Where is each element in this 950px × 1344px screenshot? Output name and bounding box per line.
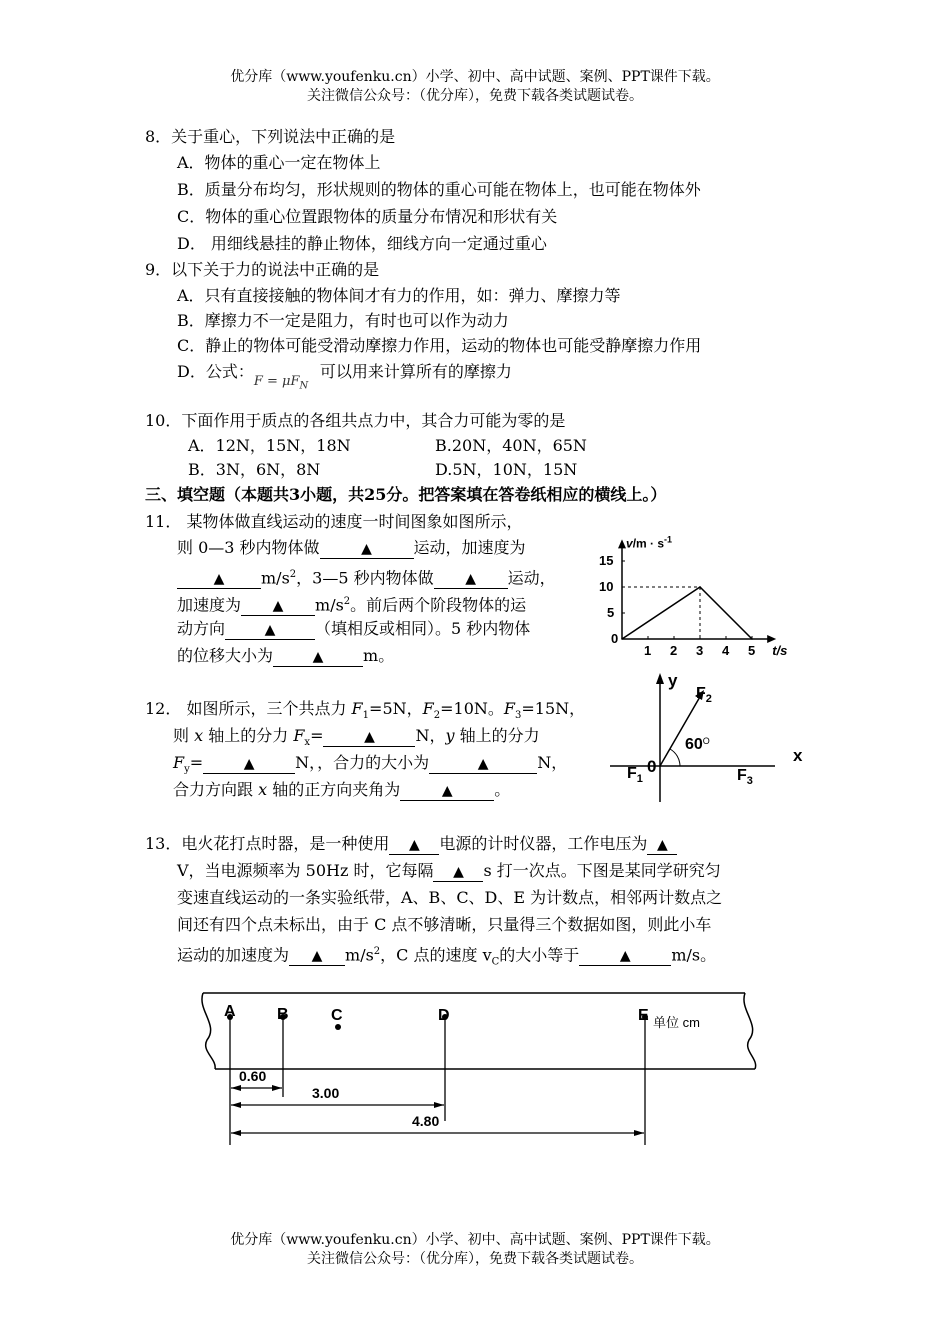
f3-label: $F_3$ xyxy=(737,767,753,787)
vt-point-1 xyxy=(699,586,701,588)
f1-label: $F_1$ xyxy=(627,765,643,785)
point-c xyxy=(335,1024,341,1030)
footer-line-1: 优分库（www.youfenku.cn）小学、初中、高中试题、案例、PPT课件下载。 xyxy=(230,1232,720,1248)
dim-ab-arrow-left xyxy=(231,1085,241,1091)
q10-option-b: B.20N，40N，65N xyxy=(435,436,587,455)
f2-vector xyxy=(660,695,701,766)
q11-blank-6[interactable]: ▲ xyxy=(273,647,363,667)
label-d: D xyxy=(438,1007,450,1024)
dim-ab-label: 0.60 xyxy=(239,1068,267,1084)
velocity-time-chart xyxy=(595,515,795,665)
vt-x-tick-label-1: 1 xyxy=(644,643,652,658)
q11-blank-5[interactable]: ▲ xyxy=(225,620,315,640)
q13-blank-power[interactable]: ▲ xyxy=(389,835,439,855)
q12-line-3: $F_y=$ ▲ N，，合力的大小为 ▲ N， xyxy=(173,753,568,776)
q12-line-1: 12． 如图所示，三个共点力 $F_1=5N$，$F_2=10N$。$F_3=15N$， xyxy=(145,699,586,722)
q11-blank-2[interactable]: ▲ xyxy=(177,569,261,589)
q11-blank-3[interactable]: ▲ xyxy=(434,569,508,589)
vt-point-2 xyxy=(751,638,753,640)
dim-ad-arrow-left xyxy=(231,1102,241,1108)
q10-option-d: D.5N，10N，15N xyxy=(435,460,578,479)
q13-blank-acceleration[interactable]: ▲ xyxy=(289,946,345,966)
q10-stem: 10．下面作用于质点的各组共点力中，其合力可能为零的是 xyxy=(145,411,566,430)
q9-d-prefix: D．公式： xyxy=(177,362,254,381)
header-line-2: 关注微信公众号：（优分库），免费下载各类试题试卷。 xyxy=(307,88,643,104)
q12-blank-angle[interactable]: ▲ xyxy=(400,781,494,801)
q11-line-2: 则 0—3 秒内物体做 ▲ 运动，加速度为 xyxy=(177,538,526,557)
y-axis-label: y xyxy=(668,671,678,690)
origin-label: 0 xyxy=(647,757,657,776)
y-axis-arrow xyxy=(656,673,664,684)
angle-label: $60^O$ xyxy=(685,736,710,753)
q13-blank-vc[interactable]: ▲ xyxy=(579,946,671,966)
vt-y-tick-label-5: 5 xyxy=(607,605,615,620)
vt-series-line xyxy=(622,587,752,639)
q10-option-a: A．12N，15N，18N xyxy=(188,436,351,455)
q12-line-2: 则 x 轴上的分力 $F_x=$ ▲ N，y 轴上的分力 xyxy=(173,726,540,749)
vt-y-axis-arrow xyxy=(618,539,626,548)
vt-y-tick-label-15: 15 xyxy=(599,553,614,568)
q13-blank-interval[interactable]: ▲ xyxy=(433,862,483,882)
label-c: C xyxy=(331,1007,343,1024)
q11-blank-4[interactable]: ▲ xyxy=(241,596,315,616)
q11-line-4: 加速度为 ▲ $m/s^2$。前后两个阶段物体的运 xyxy=(177,595,527,615)
label-e: E xyxy=(638,1007,649,1024)
q11-line-3: ▲ $m/s^2$，3—5 秒内物体做 ▲ 运动， xyxy=(177,564,556,589)
q9-option-c: C．静止的物体可能受滑动摩擦力作用，运动的物体也可能受静摩擦力作用 xyxy=(177,336,702,355)
q12-line-4: 合力方向跟 x 轴的正方向夹角为 ▲ 。 xyxy=(173,780,511,799)
paper-tape-diagram xyxy=(195,985,765,1150)
vt-point-0 xyxy=(621,638,623,640)
dim-ae-label: 4.80 xyxy=(412,1113,440,1129)
q8-option-b: B．质量分布均匀，形状规则的物体的重心可能在物体上，也可能在物体外 xyxy=(177,180,701,199)
q9-option-b: B．摩擦力不一定是阻力，有时也可以作为动力 xyxy=(177,311,509,330)
vt-x-tick-label-5: 5 xyxy=(748,643,756,658)
q8-option-c: C．物体的重心位置跟物体的质量分布情况和形状有关 xyxy=(177,207,558,226)
friction-formula: $F = \mu F_N$ xyxy=(253,374,309,392)
q10-option-c: B．3N，6N，8N xyxy=(188,460,321,479)
q12-blank-fx[interactable]: ▲ xyxy=(323,727,415,747)
angle-arc xyxy=(670,749,680,766)
unit-label: 单位 cm xyxy=(653,1015,700,1030)
force-diagram xyxy=(600,668,810,808)
dim-ae-arrow-right xyxy=(634,1130,644,1136)
dim-ad-label: 3.00 xyxy=(312,1085,340,1101)
header-line-1: 优分库（www.youfenku.cn）小学、初中、高中试题、案例、PPT课件下载。 xyxy=(230,69,720,85)
section-3-title: 三、填空题（本题共3小题，共25分。把答案填在答卷纸相应的横线上。） xyxy=(145,485,667,504)
vt-x-tick-label-3: 3 xyxy=(696,643,704,658)
dim-ae-arrow-left xyxy=(231,1130,241,1136)
vt-x-tick-label-4: 4 xyxy=(722,643,730,658)
label-a: A xyxy=(224,1003,236,1020)
q13-line-2: V，当电源频率为 50Hz 时，它每隔 ▲ s 打一次点。下图是某同学研究匀 xyxy=(177,861,721,880)
dim-ab-arrow-right xyxy=(272,1085,282,1091)
x-axis-label: x xyxy=(793,746,803,765)
q11-blank-1[interactable]: ▲ xyxy=(320,539,414,559)
q8-option-a: A．物体的重心一定在物体上 xyxy=(177,153,381,172)
footer-line-2: 关注微信公众号：（优分库），免费下载各类试题试卷。 xyxy=(307,1251,643,1267)
q9-option-d xyxy=(177,361,512,390)
q13-line-1: 13．电火花打点时器，是一种使用 ▲ 电源的计时仪器，工作电压为 ▲ xyxy=(145,833,677,855)
q9-d-suffix: 可以用来计算所有的摩擦力 xyxy=(319,362,512,381)
q8-stem: 8．关于重心，下列说法中正确的是 xyxy=(145,127,396,146)
q12-blank-fy[interactable]: ▲ xyxy=(203,754,295,774)
q11-line-5: 动方向 ▲ （填相反或相同）。5 秒内物体 xyxy=(177,619,531,638)
vt-x-tick-label-2: 2 xyxy=(670,643,678,658)
tape-left-tear xyxy=(202,993,215,1069)
dim-ad-arrow-right xyxy=(434,1102,444,1108)
q13-line-3: 变速直线运动的一条实验纸带，A、B、C、D、E 为计数点，相邻两计数点之 xyxy=(177,888,723,907)
f2-label: $F_2$ xyxy=(696,685,712,705)
q11-line-1: 11． 某物体做直线运动的速度一时间图象如图所示， xyxy=(145,512,523,531)
q13-blank-voltage[interactable]: ▲ xyxy=(647,835,677,855)
q9-option-a: A．只有直接接触的物体间才有力的作用，如：弹力、摩擦力等 xyxy=(177,286,621,305)
q13-line-4: 间还有四个点未标出，由于 C 点不够清晰，只量得三个数据如图，则此小车 xyxy=(177,915,712,934)
q11-line-6: 的位移大小为 ▲ m。 xyxy=(177,646,395,665)
q9-stem: 9．以下关于力的说法中正确的是 xyxy=(145,260,380,279)
vt-y-tick-label-10: 10 xyxy=(599,579,614,594)
vt-y-axis-label: $v/m \cdot s^{-1}$ xyxy=(626,534,673,551)
tape-right-tear xyxy=(744,993,756,1069)
vt-x-axis-label: t/s xyxy=(772,643,788,658)
vt-origin-label: 0 xyxy=(611,631,619,646)
vt-x-axis-arrow xyxy=(767,635,776,643)
q8-option-d: D． 用细线悬挂的静止物体，细线方向一定通过重心 xyxy=(177,234,547,253)
q13-line-5: 运动的加速度为 ▲ $m/s^2$，C 点的速度 $v_C$的大小等于 ▲ m/s。 xyxy=(177,945,717,968)
label-b: B xyxy=(277,1006,289,1023)
q12-blank-resultant[interactable]: ▲ xyxy=(429,754,537,774)
